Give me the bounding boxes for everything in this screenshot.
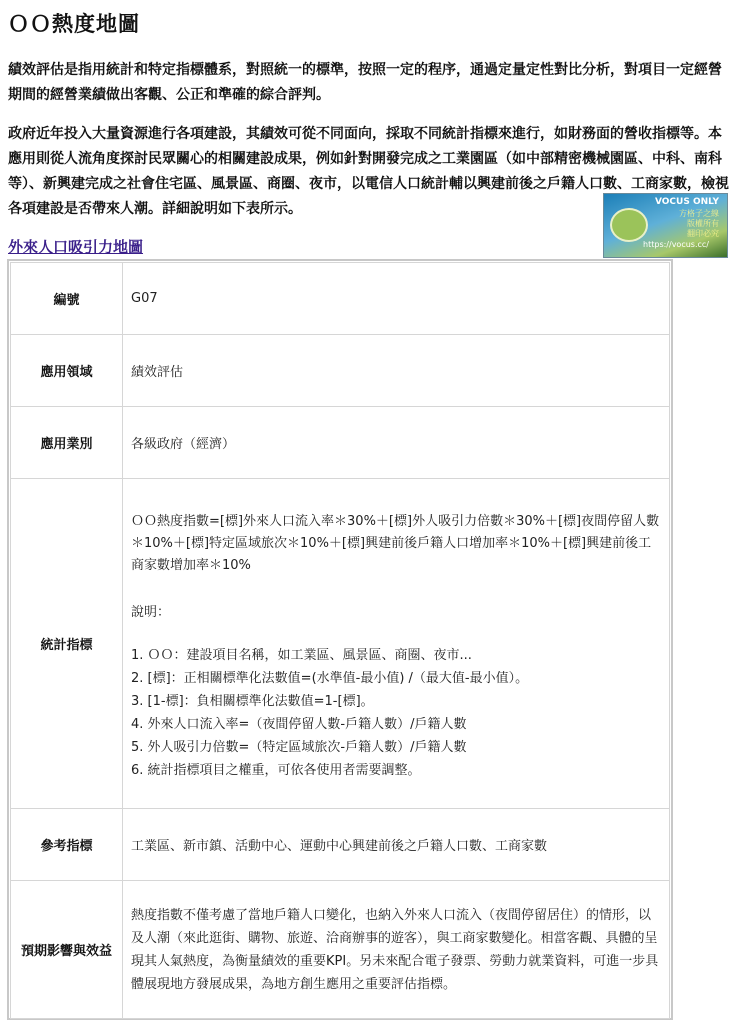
- list-item: 2. [標]：正相關標準化法數值=(水準值-最小值) /（最大值-最小值）。: [131, 671, 529, 686]
- table-row: [11, 881, 670, 1019]
- table-row: [11, 335, 670, 407]
- formula-text: ＯＯ熱度指數=[標]外來人口流入率＊30%＋[標]外人吸引力倍數＊30%＋[標]夜間停留人數＊10%＋[標]特定區域旅次＊10%＋[標]興建前後戶籍人口增加率＊10%＋[標]興建前後工商家數增加率＊10%: [131, 514, 660, 573]
- table-row: [11, 407, 670, 479]
- row-value: 工業區、新市鎮、活動中心、運動中心興建前後之戶籍人口數、工商家數: [123, 809, 670, 881]
- row-label: 參考指標: [11, 809, 123, 881]
- vocus-watermark-badge: [603, 193, 728, 258]
- intro-paragraph: 績效評估是指用統計和特定指標體系，對照統一的標準，按照一定的程序，通過定量定性對比分析，對項目一定經營期間的經營業績做出客觀、公正和準確的綜合評判。: [8, 62, 722, 103]
- table-row: [11, 263, 670, 335]
- list-item: 6. 統計指標項目之權重，可依各使用者需要調整。: [131, 763, 421, 778]
- description-paragraph: 政府近年投入大量資源進行各項建設，其績效可從不同面向，採取不同統計指標來進行，如財務面的營收指標等。本應用則從人流角度探討民眾關心的相關建設成果，例如針對開發完成之工業園區（如中部精密機械園區、中科、南科等）、新興建完成之社會住宅區、風景區、商圈、夜市，以電信人口統計輔以興建前後之戶籍人口數、工商家數，檢視各項建設是否帶來人潮。詳細說明如下表所示。: [8, 126, 729, 217]
- row-label: 編號: [11, 263, 123, 335]
- row-value: G07: [123, 263, 670, 335]
- row-label: 統計指標: [11, 479, 123, 809]
- list-item: 4. 外來人口流入率=（夜間停留人數-戶籍人數）/戶籍人數: [131, 717, 467, 732]
- badge-brand: VOCUS ONLY: [654, 197, 719, 207]
- row-value: 熱度指數不僅考慮了當地戶籍人口變化，也納入外來人口流入（夜間停留居住）的情形，以及人潮（來此逛街、購物、旅遊、洽商辦事的遊客），與工商家數變化。相當客觀、具體的呈現其人氣熱度，為衡量績效的重要KPI。另未來配合電子發票、勞動力就業資料，可進一步具體展現地方發展成果，為地方創生應用之重要評估指標。: [123, 881, 670, 1019]
- row-label: 應用領域: [11, 335, 123, 407]
- row-label: 預期影響與效益: [11, 881, 123, 1019]
- frog-mascot-icon: [610, 208, 648, 242]
- spec-table: [10, 262, 670, 1019]
- list-item: 1. ＯＯ：建設項目名稱，如工業區、風景區、商圈、夜市...: [131, 648, 472, 663]
- note-list: [131, 644, 661, 782]
- row-value: 績效評估: [123, 335, 670, 407]
- row-value: [123, 479, 670, 809]
- list-item: 5. 外人吸引力倍數=（特定區域旅次-戶籍人數）/戶籍人數: [131, 740, 467, 755]
- heat-map-link[interactable]: 外來人口吸引力地圖: [8, 238, 144, 256]
- row-value: 各級政府（經濟）: [123, 407, 670, 479]
- badge-url: https://vocus.cc/: [643, 240, 709, 249]
- table-row: [11, 809, 670, 881]
- row-label: 應用業別: [11, 407, 123, 479]
- table-row: [11, 479, 670, 809]
- note-title: 說明：: [131, 605, 171, 620]
- page-title: ＯＯ熱度地圖: [8, 12, 140, 36]
- badge-text: 方格子之線 版權所有 翻印必究: [679, 209, 719, 238]
- list-item: 3. [1-標]：負相關標準化法數值=1-[標]。: [131, 694, 374, 709]
